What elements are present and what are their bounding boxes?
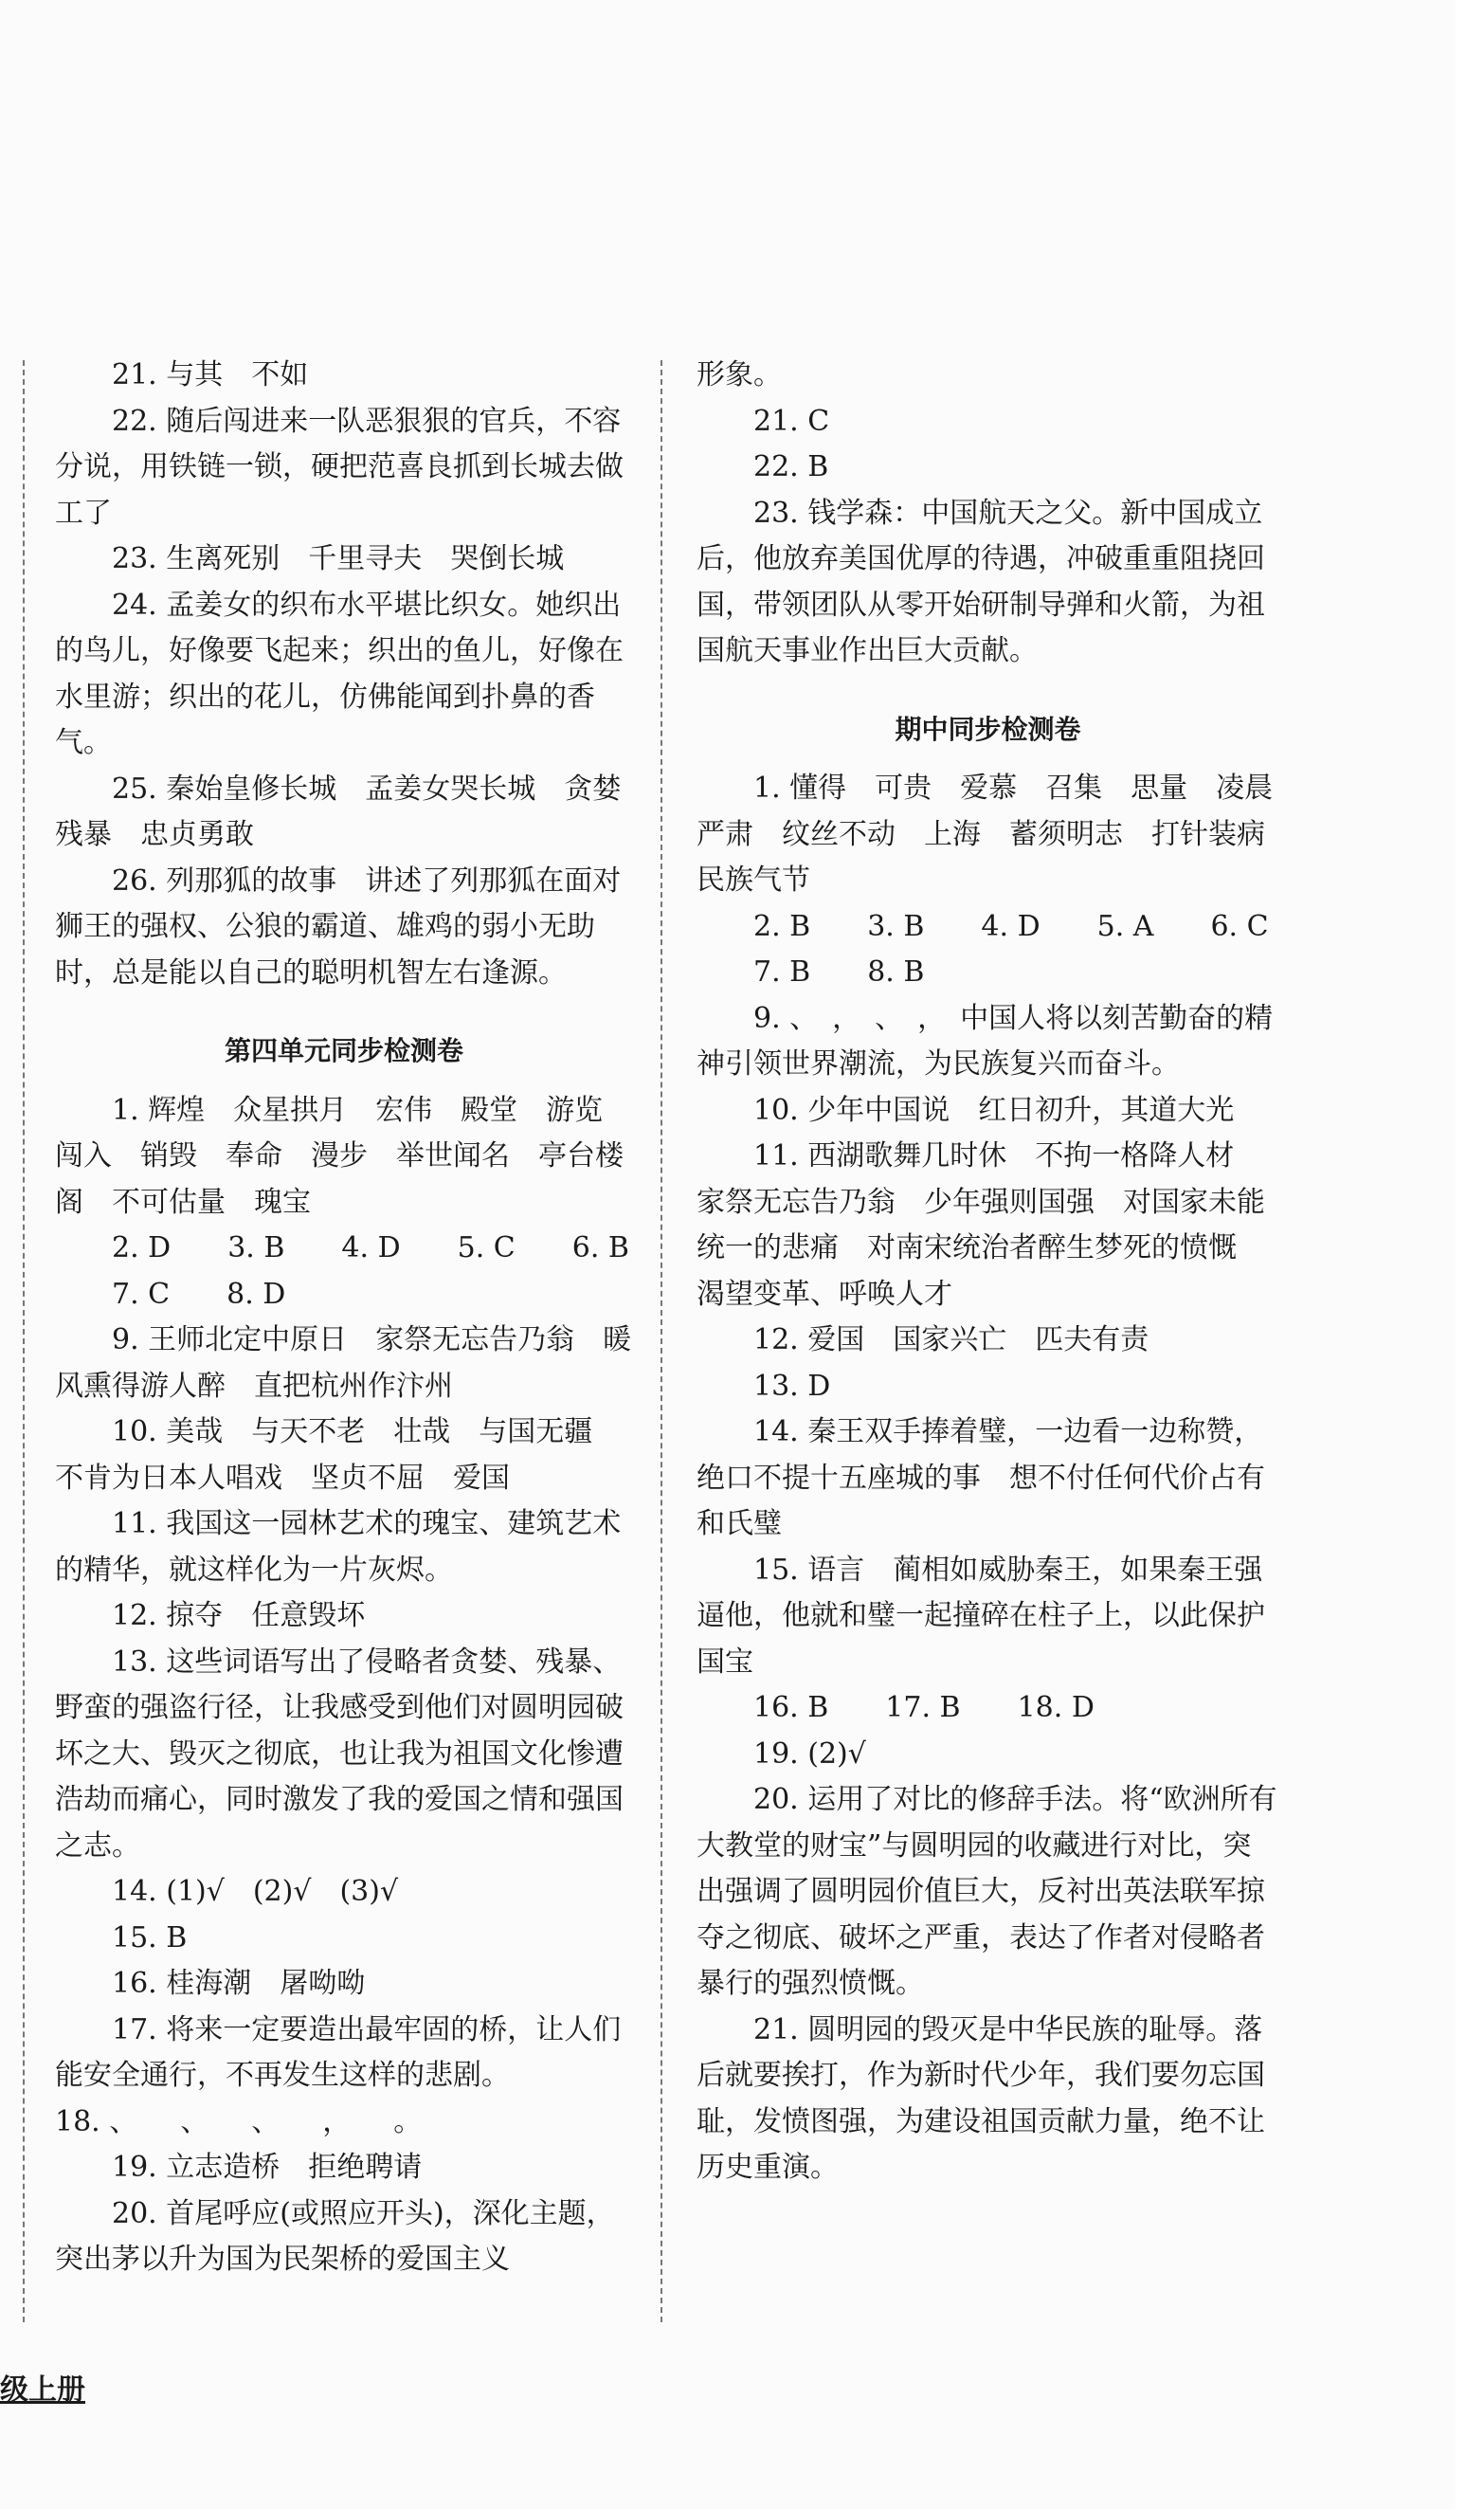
answer-item: 7. C 8. D: [112, 1277, 286, 1311]
page-edge: [1456, 0, 1484, 2509]
answer-item: 20. 运用了对比的修辞手法。将“欧洲所有大教堂的财宝”与圆明园的收藏进行对比，突出强调了圆明园价值巨大，反衬出英法联军掠夺之彻底、破坏之严重，表达了作者对侵略者暴行的强烈愤慨。: [697, 1783, 1277, 2000]
midterm-answers: [697, 766, 1302, 2191]
answer-item: 1. 懂得 可贵 爱慕 召集 思量 凌晨 严肃 纹丝不动 上海 蓄须明志 打针装病 民族气节: [697, 772, 1302, 897]
answer-item: 9. 王师北定中原日 家祭无忘告乃翁 暖风熏得游人醉 直把杭州作汴州: [55, 1323, 632, 1403]
answer-item: 12. 爱国 国家兴亡 匹夫有责: [753, 1323, 1149, 1356]
answer-item: 形象。: [697, 358, 782, 391]
answer-item: 22. 随后闯进来一队恶狠狠的官兵，不容分说，用铁链一锁，硬把范喜良抓到长城去做工了: [55, 404, 624, 530]
answer-item: 19. 立志造桥 拒绝聘请: [112, 2151, 423, 2184]
left-column: [55, 353, 633, 2283]
answer-item: 14. (1)√ (2)√ (3)√: [112, 1875, 399, 1908]
left-top-answers: [55, 353, 633, 996]
answer-item: 10. 美哉 与天不老 壮哉 与国无疆 不肯为日本人唱戏 坚贞不屈 爱国: [55, 1415, 622, 1495]
left-dashed-divider: [23, 360, 25, 2322]
answer-item: 19. (2)√: [753, 1736, 866, 1771]
center-dashed-divider: [661, 360, 662, 2322]
answer-item: 25. 秦始皇修长城 孟姜女哭长城 贪婪残暴 忠贞勇敢: [55, 772, 622, 851]
answer-item: 11. 我国这一园林艺术的瑰宝、建筑艺术的精华，就这样化为一片灰烬。: [55, 1507, 622, 1587]
answer-item: 21. 圆明园的毁灭是中华民族的耻辱。落后就要挨打，作为新时代少年，我们要勿忘国耻，发愤图强，为建设祖国贡献力量，绝不让历史重演。: [697, 2012, 1265, 2184]
answer-item: 15. B: [112, 1920, 188, 1954]
page-footer-label: 级上册: [0, 2373, 85, 2407]
answer-item: 10. 少年中国说 红日初升，其道大光: [753, 1093, 1235, 1127]
answer-item: 13. D: [753, 1369, 831, 1403]
answer-item: 11. 西湖歌舞几时休 不拘一格降人材 家祭无忘告乃翁 少年强则国强 对国家未能统一的悲痛 对南宋统治者醉生梦死的愤慨 渴望变革、呼唤人才: [697, 1139, 1265, 1311]
answer-item: 16. 桂海潮 屠呦呦: [112, 1967, 366, 2000]
answer-item: 13. 这些词语写出了侵略者贪婪、残暴、野蛮的强盗行径，让我感受到他们对圆明园破坏之大、毁灭之彻底，也让我为祖国文化惨遭浩劫而痛心，同时激发了我的爱国之情和强国之志。: [55, 1645, 624, 1863]
answer-item: 23. 生离死别 千里寻夫 哭倒长城: [112, 542, 565, 575]
answer-item: 15. 语言 蔺相如威胁秦王，如果秦王强逼他，他就和璧一起撞碎在柱子上，以此保护国宝: [697, 1553, 1265, 1679]
answer-item: 18. 、 、 、 ， 。: [55, 2104, 423, 2138]
right-column: [697, 353, 1302, 2191]
answer-item: 1. 辉煌 众星拱月 宏伟 殿堂 游览 闯入 销毁 奉命 漫步 举世闻名 亭台楼阁 不可估量 瑰宝: [55, 1093, 632, 1219]
answer-item: 24. 孟姜女的织布水平堪比织女。她织出的鸟儿，好像要飞起来；织出的鱼儿，好像在水里游；织出的花儿，仿佛能闻到扑鼻的香气。: [55, 588, 624, 759]
answer-item: 16. B 17. B 18. D: [753, 1691, 1095, 1724]
answer-item: 23. 钱学森：中国航天之父。新中国成立后，他放弃美国优厚的待遇，冲破重重阻挠回国，带领团队从零开始研制导弹和火箭，为祖国航天事业作出巨大贡献。: [697, 496, 1265, 667]
section-title-midterm: 期中同步检测卷: [895, 713, 1081, 745]
answer-item: 2. B 3. B 4. D 5. A 6. C: [753, 909, 1269, 943]
answer-item: 2. D 3. B 4. D 5. C 6. B: [112, 1231, 629, 1264]
answer-item: 17. 将来一定要造出最牢固的桥，让人们能安全通行，不再发生这样的悲剧。: [55, 2012, 622, 2092]
answer-item: 21. C: [753, 404, 830, 438]
section-title-unit4: 第四单元同步检测卷: [224, 1035, 463, 1066]
right-top-answers: [697, 353, 1279, 675]
answer-item: 20. 首尾呼应(或照应开头)，深化主题，突出茅以升为国为民架桥的爱国主义: [55, 2196, 615, 2276]
unit4-answers: [55, 1088, 633, 2283]
answer-item: 26. 列那狐的故事 讲述了列那狐在面对狮王的强权、公狼的霸道、雄鸡的弱小无助时，总是能以自己的聪明机智左右逢源。: [55, 864, 622, 990]
answer-item: 21. 与其 不如: [112, 358, 309, 391]
answer-item: 12. 掠夺 任意毁坏: [112, 1599, 366, 1632]
answer-item: 7. B 8. B: [753, 955, 925, 989]
answer-item: 14. 秦王双手捧着璧，一边看一边称赞，绝口不提十五座城的事 想不付任何代价占有和氏璧: [697, 1415, 1265, 1540]
answer-item: 9. 、 ， 、 ， 中国人将以刻苦勤奋的精神引领世界潮流，为民族复兴而奋斗。: [697, 1001, 1274, 1081]
answer-item: 22. B: [753, 450, 829, 483]
